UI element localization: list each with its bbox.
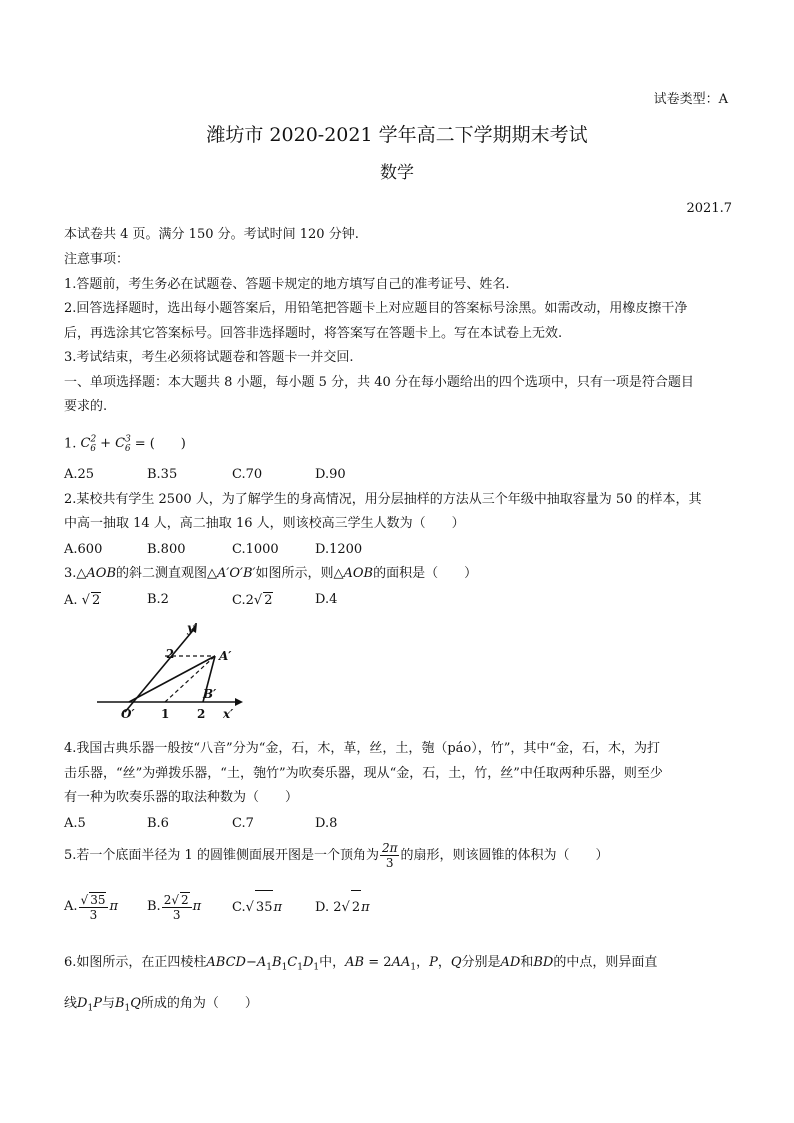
q4-option-a: A.5 (64, 816, 86, 831)
label-x-axis: x′ (223, 707, 234, 721)
q5-option-a: A. $\frac{√ 35}{3}$ π (64, 892, 119, 922)
label-point-a: A′ (219, 649, 232, 663)
q1-tail: = ( ) (134, 436, 186, 452)
note-2-line-2: 后，再选涂其它答案标号。回答非选择题时，将答案写在答题卡上。写在本试卷上无效. (64, 326, 563, 341)
label-y-axis: y′ (187, 621, 198, 635)
note-1: 1.答题前，考生务必在试题卷、答题卡规定的地方填写自己的准考证号、姓名. (64, 277, 510, 292)
q1-number: 1. (64, 436, 77, 452)
label-origin: O′ (121, 707, 135, 721)
question-4-line-3: 有一种为吹奏乐器的取法种数为（ ） (64, 790, 299, 805)
exam-subject: 数学 (380, 163, 414, 183)
question-3: 3.△AOB的斜二测直观图△A′O′B′如图所示，则△AOB的面积是（ ） (64, 566, 478, 581)
q4-option-d: D.8 (315, 816, 338, 831)
note-2-line-1: 2.回答选择题时，选出每小题答案后，用铅笔把答题卡上对应题目的答案标号涂黑。如需改动，用橡皮擦干净 (64, 301, 688, 316)
q5-option-c: C.√ 35π (232, 890, 282, 925)
q4-option-b: B.6 (147, 816, 169, 831)
q1-formula: $C^2_6 + C^3_6$ (80, 435, 131, 454)
q2-option-a: A.600 (64, 542, 103, 557)
q2-option-d: D.1200 (315, 542, 363, 557)
question-2-line-1: 2.某校共有学生 2500 人，为了解学生的身高情况，用分层抽样的方法从三个年级中抽取容量为 50 的样本，其 (64, 492, 702, 507)
q3-option-a: A. √ 2 (64, 593, 101, 608)
question-2-line-2: 中高一抽取 14 人，高二抽取 16 人，则该校高三学生人数为（ ） (64, 516, 465, 531)
q1-option-d: D.90 (315, 467, 346, 482)
note-3: 3.考试结束，考生必须将试题卷和答题卡一并交回. (64, 350, 354, 365)
section-1-heading-line-1: 一、单项选择题：本大题共 8 小题，每小题 5 分，共 40 分在每小题给出的四个选项中，只有一项是符合题目 (64, 375, 694, 390)
question-1 (64, 432, 186, 457)
question-5: 5.若一个底面半径为 1 的圆锥侧面展开图是一个顶角为 $\frac{2\pi}{3}$ 的扇形，则该圆锥的体积为（ ） (64, 841, 609, 870)
q4-option-c: C.7 (232, 816, 254, 831)
q2-option-c: C.1000 (232, 542, 279, 557)
tick-label-x-1: 1 (161, 707, 170, 721)
paper-type: 试卷类型：A (653, 92, 728, 107)
question-4-line-1: 4.我国古典乐器一般按“八音”分为“金，石，木，革，丝，土，匏（páo），竹”，其中“金，石，木，为打 (64, 741, 661, 756)
q1-option-c: C.70 (232, 467, 263, 482)
section-1-heading-line-2: 要求的. (64, 399, 108, 414)
question-6-line-2: 线$D_1P$与$B_1Q$所成的角为（ ） (64, 996, 258, 1014)
tick-label-y-2: 2 (166, 647, 175, 661)
q2-option-b: B.800 (147, 542, 186, 557)
q1-option-a: A.25 (64, 467, 95, 482)
notes-heading: 注意事项： (64, 252, 130, 267)
q3-oblique-drawing (95, 618, 245, 728)
q5-angle-fraction: $\frac{2\pi}{3}$ (381, 841, 398, 870)
x-axis-arrow (235, 698, 243, 706)
label-point-b: B′ (203, 687, 217, 701)
q3-option-b: B.2 (147, 592, 169, 607)
question-6-line-1: 6.如图所示，在正四棱柱$ABCD-A_1B_1C_1D_1$中，AB = $2AA_1$，P，Q分别是AD和BD的中点，则异面直 (64, 955, 658, 973)
exam-summary: 本试卷共 4 页。满分 150 分。考试时间 120 分钟. (64, 227, 359, 242)
exam-date: 2021.7 (686, 201, 732, 216)
q5-option-d: D. 2√ 2π (315, 890, 370, 925)
q3-option-d: D.4 (315, 592, 338, 607)
q3-option-c: C.2√ 2 (232, 593, 273, 608)
q1-option-b: B.35 (147, 467, 178, 482)
q5-option-b: B. $\frac{2√ 2}{3}$ π (147, 892, 202, 922)
tick-label-x-2: 2 (197, 707, 206, 721)
exam-title: 潍坊市 2020-2021 学年高二下学期期末考试 (206, 124, 588, 146)
question-4-line-2: 击乐器，“丝”为弹拨乐器，“土，匏竹”为吹奏乐器，现从“金，石，土，竹，丝”中任取两种乐器，则至少 (64, 766, 663, 781)
